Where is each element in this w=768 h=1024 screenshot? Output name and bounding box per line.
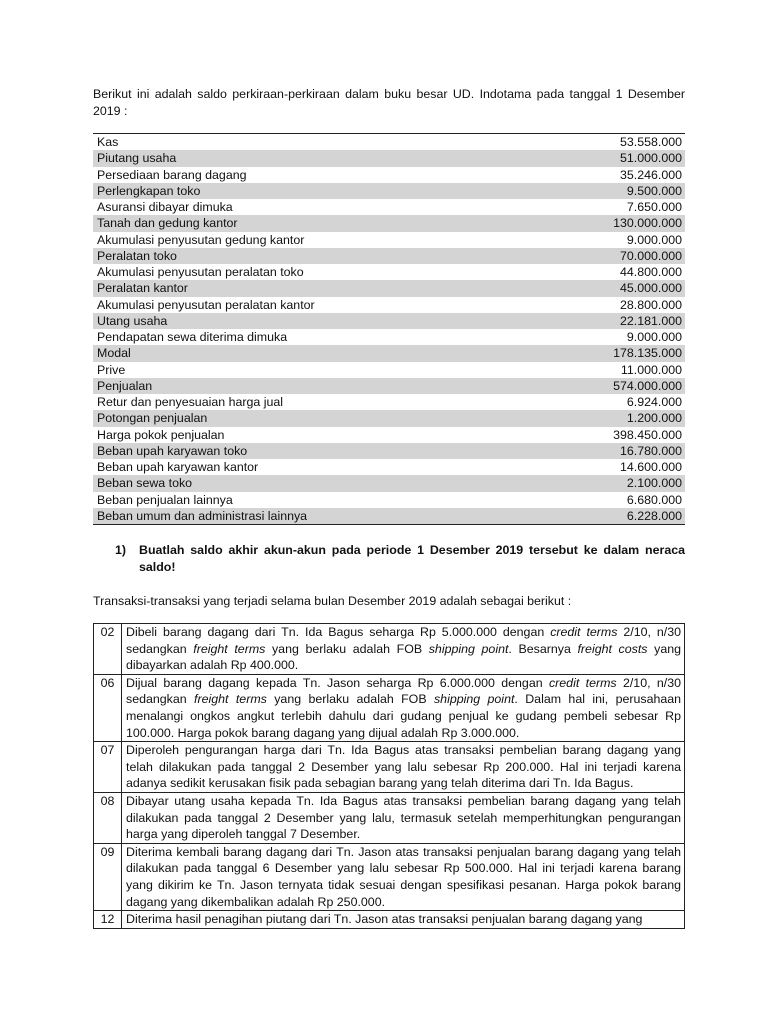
document-page [93, 86, 685, 929]
description-text: Diterima kembali barang dagang dari Tn. Jason atas transaksi penjualan barang dagang yang telah dilakukan pada tanggal 6 Desember yang lalu sebesar Rp 500.000. Hal ini terjadi karena barang yang dikirim ke Tn. Jason ternyata tidak sesuai dengan spesifikasi pesanan. Harga pokok barang dagang yang dikembalikan adalah Rp 250.000. [126, 844, 681, 909]
ledger-account-amount: 9.000.000 [626, 232, 682, 247]
italic-term: credit terms [548, 675, 617, 690]
description-text: Dibayar utang usaha kepada Tn. Ida Bagus atas transaksi pembelian barang dagang yang telah dilakukan pada tanggal 2 Desember yang lalu, termasuk setelah memperhitungkan pengurangan harga yang diperoleh tanggal 7 Desember. [126, 793, 681, 842]
description-text: yang berlaku adalah FOB [266, 692, 434, 707]
transaction-row [94, 843, 685, 910]
transaction-row [94, 674, 685, 741]
ledger-account-name: Beban upah karyawan kantor [97, 460, 259, 475]
description-text: 2/10, n/30 sedangkan [126, 675, 681, 707]
italic-term: shipping point [433, 692, 515, 707]
transactions-intro: Transaksi-transaksi yang terjadi selama bulan Desember 2019 adalah sebagai berikut : [93, 594, 572, 608]
ledger-row [93, 410, 685, 426]
italic-term: shipping point [428, 641, 509, 656]
ledger-balance-table [93, 133, 685, 525]
ledger-account-name: Akumulasi penyusutan gedung kantor [97, 232, 305, 247]
transaction-description [122, 792, 685, 843]
ledger-row [93, 134, 685, 151]
italic-term: freight terms [193, 641, 266, 656]
ledger-row [93, 459, 685, 475]
question-number: 1) [115, 543, 127, 557]
ledger-account-amount: 11.000.000 [620, 362, 682, 377]
transaction-date: 12 [94, 911, 122, 929]
transaction-row [94, 911, 685, 929]
description-text: . Besarnya [508, 641, 578, 656]
ledger-account-name: Potongan penjualan [93, 410, 535, 426]
ledger-account-amount: 16.780.000 [535, 443, 685, 459]
ledger-row [93, 280, 685, 296]
ledger-account-amount: 70.000.000 [535, 248, 685, 264]
ledger-row [93, 183, 685, 199]
transactions-table [93, 623, 685, 929]
description-text: yang berlaku adalah FOB [265, 641, 429, 656]
ledger-account-amount: 28.800.000 [619, 297, 682, 312]
ledger-account-amount: 51.000.000 [535, 150, 685, 166]
ledger-row [93, 264, 685, 280]
ledger-row [93, 313, 685, 329]
transaction-description [122, 674, 685, 741]
ledger-account-name: Beban upah karyawan toko [93, 443, 535, 459]
ledger-account-name: Persediaan barang dagang [97, 167, 247, 182]
ledger-account-amount: 35.246.000 [619, 167, 682, 182]
ledger-account-amount: 2.100.000 [535, 475, 685, 491]
ledger-row [93, 378, 685, 394]
ledger-account-name: Retur dan penyesuaian harga jual [97, 395, 283, 410]
ledger-account-name: Akumulasi penyusutan peralatan toko [97, 265, 304, 280]
description-text: yang dibayarkan adalah Rp 400.000. [126, 641, 681, 673]
description-text: Dibeli barang dagang dari Tn. Ida Bagus seharga Rp 5.000.000 dengan [126, 625, 551, 639]
ledger-row [93, 362, 685, 378]
ledger-row [93, 232, 685, 248]
ledger-account-amount: 9.000.000 [626, 330, 682, 345]
ledger-account-amount: 22.181.000 [535, 313, 685, 329]
ledger-account-name: Perlengkapan toko [93, 183, 535, 199]
ledger-row [93, 492, 685, 508]
transaction-row [94, 624, 685, 675]
transaction-date: 02 [94, 624, 122, 675]
transaction-row [94, 792, 685, 843]
transaction-row [94, 742, 685, 793]
ledger-account-amount: 44.800.000 [619, 265, 682, 280]
ledger-account-name: Harga pokok penjualan [97, 427, 225, 442]
transaction-description [122, 911, 685, 929]
italic-term: freight costs [577, 641, 648, 656]
ledger-row [93, 215, 685, 231]
ledger-account-amount: 14.600.000 [619, 460, 682, 475]
transaction-description [122, 624, 685, 675]
ledger-account-name: Prive [97, 362, 126, 377]
ledger-row [93, 443, 685, 459]
transaction-description [122, 843, 685, 910]
ledger-account-amount: 6.680.000 [626, 492, 682, 507]
description-text: Diperoleh pengurangan harga dari Tn. Ida Bagus atas transaksi pembelian barang dagang yang telah dilakukan pada tanggal 2 Desember yang lalu sebesar Rp 200.000. Hal ini terjadi karena adanya sedikit kerusakan fisik pada sebagian barang yang telah diterima dari Tn. Ida Bagus. [126, 743, 681, 791]
italic-term: credit terms [550, 625, 618, 639]
transaction-date: 07 [94, 742, 122, 793]
ledger-account-name: Akumulasi penyusutan peralatan kantor [97, 297, 315, 312]
ledger-account-amount: 45.000.000 [535, 280, 685, 296]
ledger-row [93, 199, 685, 215]
ledger-account-name: Beban umum dan administrasi lainnya [93, 508, 535, 525]
ledger-row [93, 297, 685, 313]
ledger-account-name: Utang usaha [93, 313, 535, 329]
ledger-row [93, 167, 685, 183]
ledger-account-name: Pendapatan sewa diterima dimuka [97, 330, 288, 345]
ledger-row [93, 150, 685, 166]
ledger-row [93, 329, 685, 345]
description-text: Dijual barang dagang kepada Tn. Jason seharga Rp 6.000.000 dengan [126, 675, 549, 690]
ledger-row [93, 394, 685, 410]
ledger-account-name: Modal [93, 345, 535, 361]
transaction-date: 06 [94, 674, 122, 741]
transaction-date: 09 [94, 843, 122, 910]
ledger-account-amount: 7.650.000 [626, 200, 682, 215]
ledger-row [93, 345, 685, 361]
ledger-account-name: Beban sewa toko [93, 475, 535, 491]
ledger-row [93, 475, 685, 491]
ledger-account-amount: 178.135.000 [535, 345, 685, 361]
ledger-account-name: Beban penjualan lainnya [97, 492, 233, 507]
ledger-account-amount: 1.200.000 [535, 410, 685, 426]
ledger-account-amount: 130.000.000 [535, 215, 685, 231]
ledger-row [93, 248, 685, 264]
ledger-account-name: Asuransi dibayar dimuka [97, 200, 233, 215]
transaction-date: 08 [94, 792, 122, 843]
ledger-account-name: Peralatan toko [93, 248, 535, 264]
ledger-account-name: Tanah dan gedung kantor [93, 215, 535, 231]
ledger-account-amount: 53.558.000 [619, 135, 682, 150]
question-text: Buatlah saldo akhir akun-akun pada periode 1 Desember 2019 tersebut ke dalam neraca saldo! [139, 543, 685, 574]
ledger-account-amount: 6.924.000 [626, 395, 682, 410]
description-text: 2/10, n/30 sedangkan [126, 625, 682, 656]
transaction-description [122, 742, 685, 793]
question-1 [93, 542, 685, 576]
ledger-row [93, 427, 685, 443]
description-text: Diterima hasil penagihan piutang dari Tn. Jason atas transaksi penjualan barang dagang yang [126, 912, 643, 927]
ledger-account-amount: 398.450.000 [613, 427, 682, 442]
ledger-row [93, 508, 685, 525]
ledger-account-name: Peralatan kantor [93, 280, 535, 296]
ledger-account-name: Kas [97, 135, 119, 150]
ledger-account-amount: 6.228.000 [535, 508, 685, 525]
ledger-account-name: Piutang usaha [93, 150, 535, 166]
ledger-account-name: Penjualan [93, 378, 535, 394]
ledger-account-amount: 574.000.000 [535, 378, 685, 394]
description-text: . Dalam hal ini, perusahaan menalangi ongkos angkut terlebih dahulu dari gudang penjual ke gudang pembeli sebesar Rp 100.000. Harga pokok barang dagang yang dijual adalah Rp 3.000.000. [126, 692, 682, 740]
ledger-account-amount: 9.500.000 [535, 183, 685, 199]
italic-term: freight terms [194, 692, 267, 707]
intro-paragraph: Berikut ini adalah saldo perkiraan-perkiraan dalam buku besar UD. Indotama pada tanggal 1 Desember 2019 : [93, 87, 685, 118]
